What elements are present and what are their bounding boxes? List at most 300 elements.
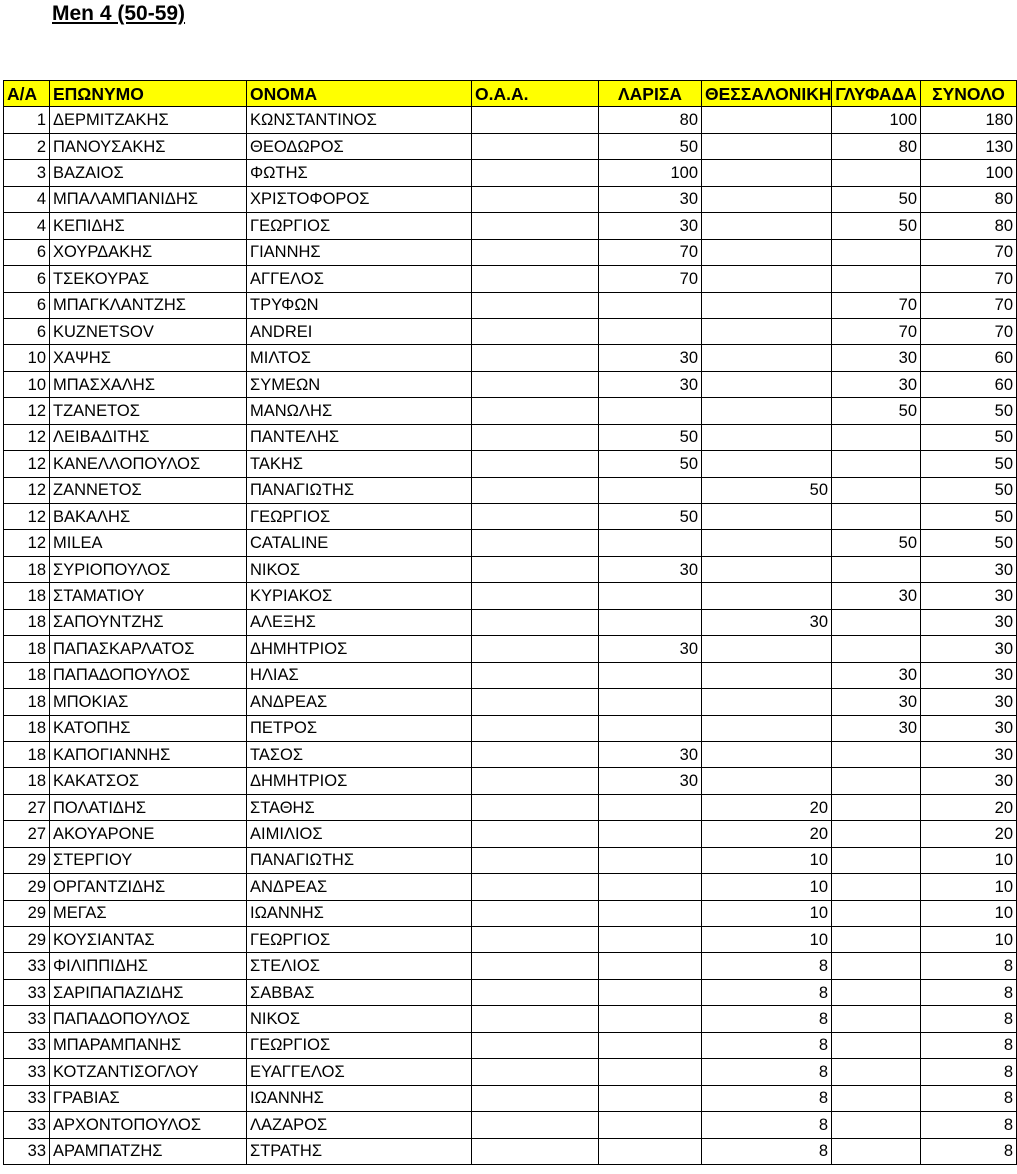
cell-rank: 29	[4, 847, 50, 873]
cell-rank: 6	[4, 292, 50, 318]
cell-rank: 1	[4, 107, 50, 133]
cell-oaa	[472, 160, 599, 186]
cell-name: ΚΩΝΣΤΑΝΤΙΝΟΣ	[247, 107, 472, 133]
cell-surname: ΣΑΠΟΥΝΤΖΗΣ	[50, 609, 247, 635]
table-row	[4, 371, 1017, 397]
column-header-glyfada: ΓΛΥΦΑΔΑ	[832, 81, 921, 107]
cell-glyfada	[832, 1059, 921, 1085]
table-row	[4, 1032, 1017, 1058]
cell-thessaloniki	[702, 398, 832, 424]
cell-total: 8	[921, 1112, 1017, 1138]
cell-rank: 27	[4, 794, 50, 820]
cell-glyfada: 70	[832, 292, 921, 318]
cell-surname: ΚΑΤΟΠΗΣ	[50, 715, 247, 741]
cell-total: 50	[921, 477, 1017, 503]
cell-thessaloniki	[702, 741, 832, 767]
cell-name: ΗΛΙΑΣ	[247, 662, 472, 688]
cell-rank: 2	[4, 133, 50, 159]
cell-surname: ΤΖΑΝΕΤΟΣ	[50, 398, 247, 424]
cell-larisa	[599, 1138, 702, 1164]
table-row	[4, 477, 1017, 503]
cell-total: 10	[921, 927, 1017, 953]
cell-larisa	[599, 398, 702, 424]
table-row	[4, 979, 1017, 1005]
cell-oaa	[472, 213, 599, 239]
cell-total: 100	[921, 160, 1017, 186]
cell-oaa	[472, 715, 599, 741]
cell-rank: 18	[4, 689, 50, 715]
table-row	[4, 398, 1017, 424]
cell-oaa	[472, 927, 599, 953]
cell-name: ΓΕΩΡΓΙΟΣ	[247, 927, 472, 953]
table-row	[4, 768, 1017, 794]
cell-total: 50	[921, 398, 1017, 424]
cell-name: ΣΤΡΑΤΗΣ	[247, 1138, 472, 1164]
column-header-thessaloniki: ΘΕΣΣΑΛΟΝΙΚΗ	[702, 81, 832, 107]
cell-total: 180	[921, 107, 1017, 133]
cell-larisa	[599, 927, 702, 953]
table-row	[4, 186, 1017, 212]
cell-total: 30	[921, 741, 1017, 767]
cell-thessaloniki	[702, 424, 832, 450]
cell-oaa	[472, 979, 599, 1005]
cell-glyfada	[832, 953, 921, 979]
cell-oaa	[472, 874, 599, 900]
cell-total: 70	[921, 266, 1017, 292]
cell-glyfada	[832, 636, 921, 662]
cell-rank: 4	[4, 186, 50, 212]
cell-surname: ΣΤΕΡΓΙΟΥ	[50, 847, 247, 873]
cell-surname: ΚΑΠΟΓΙΑΝΝΗΣ	[50, 741, 247, 767]
cell-larisa: 30	[599, 556, 702, 582]
cell-name: ΚΥΡΙΑΚΟΣ	[247, 583, 472, 609]
cell-rank: 33	[4, 1059, 50, 1085]
cell-oaa	[472, 318, 599, 344]
cell-larisa	[599, 477, 702, 503]
cell-glyfada: 70	[832, 318, 921, 344]
cell-larisa	[599, 1112, 702, 1138]
cell-larisa	[599, 318, 702, 344]
cell-glyfada: 30	[832, 371, 921, 397]
cell-thessaloniki: 20	[702, 794, 832, 820]
cell-glyfada	[832, 239, 921, 265]
cell-name: ΙΩΑΝΝΗΣ	[247, 1085, 472, 1111]
cell-surname: ΠΑΠΑΣΚΑΡΛΑΤΟΣ	[50, 636, 247, 662]
cell-larisa	[599, 900, 702, 926]
cell-rank: 33	[4, 1085, 50, 1111]
cell-total: 30	[921, 609, 1017, 635]
cell-thessaloniki	[702, 689, 832, 715]
table-row	[4, 741, 1017, 767]
cell-thessaloniki: 8	[702, 1059, 832, 1085]
cell-glyfada	[832, 768, 921, 794]
cell-oaa	[472, 477, 599, 503]
cell-name: ΣΑΒΒΑΣ	[247, 979, 472, 1005]
cell-oaa	[472, 1032, 599, 1058]
cell-thessaloniki	[702, 662, 832, 688]
cell-oaa	[472, 424, 599, 450]
cell-thessaloniki	[702, 160, 832, 186]
cell-rank: 33	[4, 1032, 50, 1058]
cell-oaa	[472, 1006, 599, 1032]
cell-rank: 6	[4, 266, 50, 292]
cell-glyfada: 50	[832, 530, 921, 556]
cell-rank: 18	[4, 556, 50, 582]
cell-oaa	[472, 345, 599, 371]
cell-glyfada	[832, 1032, 921, 1058]
cell-total: 30	[921, 715, 1017, 741]
cell-rank: 6	[4, 239, 50, 265]
cell-thessaloniki	[702, 213, 832, 239]
cell-glyfada: 50	[832, 213, 921, 239]
cell-thessaloniki	[702, 451, 832, 477]
cell-thessaloniki	[702, 292, 832, 318]
cell-name: ΑΙΜΙΛΙΟΣ	[247, 821, 472, 847]
cell-thessaloniki	[702, 107, 832, 133]
cell-larisa: 70	[599, 239, 702, 265]
cell-rank: 33	[4, 1006, 50, 1032]
cell-name: ΘΕΟΔΩΡΟΣ	[247, 133, 472, 159]
cell-rank: 33	[4, 1138, 50, 1164]
table-row	[4, 266, 1017, 292]
cell-surname: ΧΑΨΗΣ	[50, 345, 247, 371]
cell-glyfada	[832, 424, 921, 450]
cell-name: ΛΑΖΑΡΟΣ	[247, 1112, 472, 1138]
table-row	[4, 794, 1017, 820]
cell-total: 8	[921, 953, 1017, 979]
cell-glyfada	[832, 847, 921, 873]
table-row	[4, 160, 1017, 186]
cell-rank: 12	[4, 398, 50, 424]
cell-rank: 12	[4, 530, 50, 556]
cell-total: 20	[921, 794, 1017, 820]
cell-name: ΓΙΑΝΝΗΣ	[247, 239, 472, 265]
cell-rank: 18	[4, 583, 50, 609]
cell-larisa	[599, 874, 702, 900]
cell-oaa	[472, 900, 599, 926]
cell-rank: 18	[4, 636, 50, 662]
table-row	[4, 1138, 1017, 1164]
cell-oaa	[472, 689, 599, 715]
cell-thessaloniki: 50	[702, 477, 832, 503]
cell-surname: ΜΠΑΡΑΜΠΑΝΗΣ	[50, 1032, 247, 1058]
cell-thessaloniki: 8	[702, 1085, 832, 1111]
table-row	[4, 1112, 1017, 1138]
cell-total: 80	[921, 213, 1017, 239]
cell-name: ΑΓΓΕΛΟΣ	[247, 266, 472, 292]
cell-glyfada	[832, 266, 921, 292]
cell-oaa	[472, 133, 599, 159]
cell-larisa	[599, 662, 702, 688]
cell-larisa	[599, 1085, 702, 1111]
table-row	[4, 583, 1017, 609]
cell-oaa	[472, 451, 599, 477]
cell-glyfada: 50	[832, 186, 921, 212]
cell-glyfada: 100	[832, 107, 921, 133]
table-row	[4, 636, 1017, 662]
cell-glyfada	[832, 160, 921, 186]
cell-total: 30	[921, 583, 1017, 609]
cell-surname: ΚΟΥΣΙΑΝΤΑΣ	[50, 927, 247, 953]
cell-surname: MILEA	[50, 530, 247, 556]
table-row	[4, 715, 1017, 741]
cell-thessaloniki: 8	[702, 1032, 832, 1058]
cell-surname: ΤΣΕΚΟΥΡΑΣ	[50, 266, 247, 292]
cell-larisa: 70	[599, 266, 702, 292]
cell-surname: ΒΑΖΑΙΟΣ	[50, 160, 247, 186]
cell-name: ANDREI	[247, 318, 472, 344]
cell-thessaloniki	[702, 583, 832, 609]
cell-total: 50	[921, 451, 1017, 477]
cell-thessaloniki	[702, 556, 832, 582]
cell-surname: ΟΡΓΑΝΤΖΙΔΗΣ	[50, 874, 247, 900]
cell-surname: ΠΟΛΑΤΙΔΗΣ	[50, 794, 247, 820]
cell-glyfada	[832, 927, 921, 953]
cell-larisa	[599, 292, 702, 318]
table-row	[4, 847, 1017, 873]
cell-larisa	[599, 609, 702, 635]
cell-name: ΣΥΜΕΩΝ	[247, 371, 472, 397]
cell-name: ΑΝΔΡΕΑΣ	[247, 689, 472, 715]
cell-glyfada	[832, 874, 921, 900]
cell-oaa	[472, 794, 599, 820]
cell-total: 70	[921, 239, 1017, 265]
cell-rank: 12	[4, 424, 50, 450]
cell-glyfada: 30	[832, 583, 921, 609]
cell-name: ΠΑΝΤΕΛΗΣ	[247, 424, 472, 450]
cell-oaa	[472, 107, 599, 133]
cell-thessaloniki: 10	[702, 927, 832, 953]
cell-total: 50	[921, 504, 1017, 530]
cell-thessaloniki	[702, 318, 832, 344]
cell-rank: 18	[4, 609, 50, 635]
cell-total: 10	[921, 900, 1017, 926]
cell-total: 70	[921, 292, 1017, 318]
table-row	[4, 1085, 1017, 1111]
cell-oaa	[472, 662, 599, 688]
cell-rank: 4	[4, 213, 50, 239]
cell-oaa	[472, 609, 599, 635]
cell-total: 8	[921, 1006, 1017, 1032]
cell-surname: ΑΚΟΥΑΡΟΝΕ	[50, 821, 247, 847]
cell-oaa	[472, 1112, 599, 1138]
cell-surname: ΧΟΥΡΔΑΚΗΣ	[50, 239, 247, 265]
cell-glyfada	[832, 741, 921, 767]
cell-surname: ΠΑΝΟΥΣΑΚΗΣ	[50, 133, 247, 159]
cell-surname: ΚΕΠΙΔΗΣ	[50, 213, 247, 239]
table-row	[4, 345, 1017, 371]
cell-surname: ΚΑΝΕΛΛΟΠΟΥΛΟΣ	[50, 451, 247, 477]
table-header-row	[4, 81, 1017, 107]
cell-rank: 27	[4, 821, 50, 847]
cell-thessaloniki	[702, 504, 832, 530]
table-row	[4, 239, 1017, 265]
cell-larisa	[599, 794, 702, 820]
table-row	[4, 424, 1017, 450]
cell-name: ΧΡΙΣΤΟΦΟΡΟΣ	[247, 186, 472, 212]
cell-rank: 29	[4, 874, 50, 900]
table-row	[4, 953, 1017, 979]
table-row	[4, 213, 1017, 239]
cell-oaa	[472, 1085, 599, 1111]
cell-name: ΜΑΝΩΛΗΣ	[247, 398, 472, 424]
cell-surname: ΚΑΚΑΤΣΟΣ	[50, 768, 247, 794]
cell-name: ΦΩΤΗΣ	[247, 160, 472, 186]
cell-oaa	[472, 186, 599, 212]
cell-larisa	[599, 847, 702, 873]
cell-thessaloniki: 20	[702, 821, 832, 847]
cell-surname: ΜΠΑΣΧΑΛΗΣ	[50, 371, 247, 397]
cell-surname: ΠΑΠΑΔΟΠΟΥΛΟΣ	[50, 1006, 247, 1032]
cell-thessaloniki	[702, 266, 832, 292]
cell-surname: ΖΑΝΝΕΤΟΣ	[50, 477, 247, 503]
cell-name: ΔΗΜΗΤΡΙΟΣ	[247, 768, 472, 794]
cell-name: ΠΑΝΑΓΙΩΤΗΣ	[247, 477, 472, 503]
cell-glyfada	[832, 821, 921, 847]
cell-thessaloniki: 10	[702, 900, 832, 926]
cell-name: ΣΤΑΘΗΣ	[247, 794, 472, 820]
cell-larisa: 30	[599, 636, 702, 662]
cell-total: 8	[921, 979, 1017, 1005]
cell-total: 8	[921, 1059, 1017, 1085]
cell-rank: 29	[4, 927, 50, 953]
column-header-total: ΣΥΝΟΛΟ	[921, 81, 1017, 107]
cell-thessaloniki	[702, 636, 832, 662]
cell-glyfada	[832, 979, 921, 1005]
cell-total: 8	[921, 1032, 1017, 1058]
cell-rank: 10	[4, 345, 50, 371]
cell-thessaloniki: 8	[702, 1138, 832, 1164]
cell-thessaloniki: 8	[702, 979, 832, 1005]
table-row	[4, 662, 1017, 688]
cell-rank: 3	[4, 160, 50, 186]
table-row	[4, 927, 1017, 953]
cell-larisa	[599, 689, 702, 715]
cell-surname: ΑΡΧΟΝΤΟΠΟΥΛΟΣ	[50, 1112, 247, 1138]
cell-surname: ΜΕΓΑΣ	[50, 900, 247, 926]
cell-thessaloniki: 10	[702, 874, 832, 900]
cell-thessaloniki	[702, 768, 832, 794]
cell-name: ΝΙΚΟΣ	[247, 556, 472, 582]
cell-rank: 18	[4, 768, 50, 794]
cell-thessaloniki: 10	[702, 847, 832, 873]
cell-thessaloniki	[702, 371, 832, 397]
cell-surname: ΠΑΠΑΔΟΠΟΥΛΟΣ	[50, 662, 247, 688]
cell-name: ΠΕΤΡΟΣ	[247, 715, 472, 741]
cell-rank: 29	[4, 900, 50, 926]
cell-surname: ΜΠΟΚΙΑΣ	[50, 689, 247, 715]
cell-rank: 18	[4, 662, 50, 688]
cell-thessaloniki: 8	[702, 1112, 832, 1138]
cell-thessaloniki	[702, 133, 832, 159]
cell-surname: ΑΡΑΜΠΑΤΖΗΣ	[50, 1138, 247, 1164]
cell-name: ΤΑΣΟΣ	[247, 741, 472, 767]
table-row	[4, 530, 1017, 556]
cell-name: ΤΑΚΗΣ	[247, 451, 472, 477]
cell-oaa	[472, 768, 599, 794]
cell-glyfada	[832, 556, 921, 582]
cell-name: ΑΝΔΡΕΑΣ	[247, 874, 472, 900]
cell-oaa	[472, 583, 599, 609]
table-row	[4, 821, 1017, 847]
cell-glyfada	[832, 477, 921, 503]
cell-glyfada	[832, 1006, 921, 1032]
cell-name: ΤΡΥΦΩΝ	[247, 292, 472, 318]
cell-oaa	[472, 741, 599, 767]
cell-oaa	[472, 821, 599, 847]
cell-surname: ΓΡΑΒΙΑΣ	[50, 1085, 247, 1111]
cell-larisa	[599, 979, 702, 1005]
cell-larisa: 50	[599, 133, 702, 159]
cell-larisa: 30	[599, 371, 702, 397]
cell-oaa	[472, 504, 599, 530]
cell-name: ΓΕΩΡΓΙΟΣ	[247, 213, 472, 239]
cell-surname: ΔΕΡΜΙΤΖΑΚΗΣ	[50, 107, 247, 133]
cell-larisa: 50	[599, 424, 702, 450]
cell-larisa	[599, 1032, 702, 1058]
cell-oaa	[472, 1138, 599, 1164]
cell-larisa	[599, 715, 702, 741]
cell-name: ΜΙΛΤΟΣ	[247, 345, 472, 371]
cell-surname: ΣΥΡΙΟΠΟΥΛΟΣ	[50, 556, 247, 582]
cell-glyfada: 80	[832, 133, 921, 159]
cell-larisa	[599, 821, 702, 847]
table-row	[4, 451, 1017, 477]
cell-name: ΣΤΕΛΙΟΣ	[247, 953, 472, 979]
cell-name: CATALINE	[247, 530, 472, 556]
cell-name: ΝΙΚΟΣ	[247, 1006, 472, 1032]
table-row	[4, 900, 1017, 926]
cell-thessaloniki	[702, 186, 832, 212]
table-row	[4, 874, 1017, 900]
cell-thessaloniki: 8	[702, 1006, 832, 1032]
cell-thessaloniki	[702, 239, 832, 265]
cell-larisa	[599, 530, 702, 556]
table-row	[4, 1059, 1017, 1085]
cell-glyfada	[832, 794, 921, 820]
table-row	[4, 504, 1017, 530]
cell-thessaloniki: 8	[702, 953, 832, 979]
cell-larisa: 80	[599, 107, 702, 133]
cell-glyfada	[832, 1085, 921, 1111]
cell-surname: ΦΙΛΙΠΠΙΔΗΣ	[50, 953, 247, 979]
cell-surname: ΜΠΑΛΑΜΠΑΝΙΔΗΣ	[50, 186, 247, 212]
cell-surname: ΣΤΑΜΑΤΙΟΥ	[50, 583, 247, 609]
cell-oaa	[472, 556, 599, 582]
cell-rank: 33	[4, 979, 50, 1005]
cell-larisa: 50	[599, 504, 702, 530]
cell-total: 60	[921, 345, 1017, 371]
cell-glyfada	[832, 609, 921, 635]
cell-glyfada	[832, 504, 921, 530]
cell-rank: 12	[4, 451, 50, 477]
cell-surname: KUZNETSOV	[50, 318, 247, 344]
column-header-surname: ΕΠΩΝΥΜΟ	[50, 81, 247, 107]
cell-glyfada	[832, 1138, 921, 1164]
cell-total: 8	[921, 1085, 1017, 1111]
cell-larisa: 30	[599, 186, 702, 212]
cell-glyfada: 30	[832, 662, 921, 688]
cell-total: 30	[921, 662, 1017, 688]
cell-surname: ΜΠΑΓΚΛΑΝΤΖΗΣ	[50, 292, 247, 318]
cell-larisa	[599, 583, 702, 609]
cell-oaa	[472, 371, 599, 397]
cell-total: 130	[921, 133, 1017, 159]
cell-thessaloniki	[702, 345, 832, 371]
results-table	[3, 80, 1017, 1165]
cell-oaa	[472, 1059, 599, 1085]
cell-total: 70	[921, 318, 1017, 344]
